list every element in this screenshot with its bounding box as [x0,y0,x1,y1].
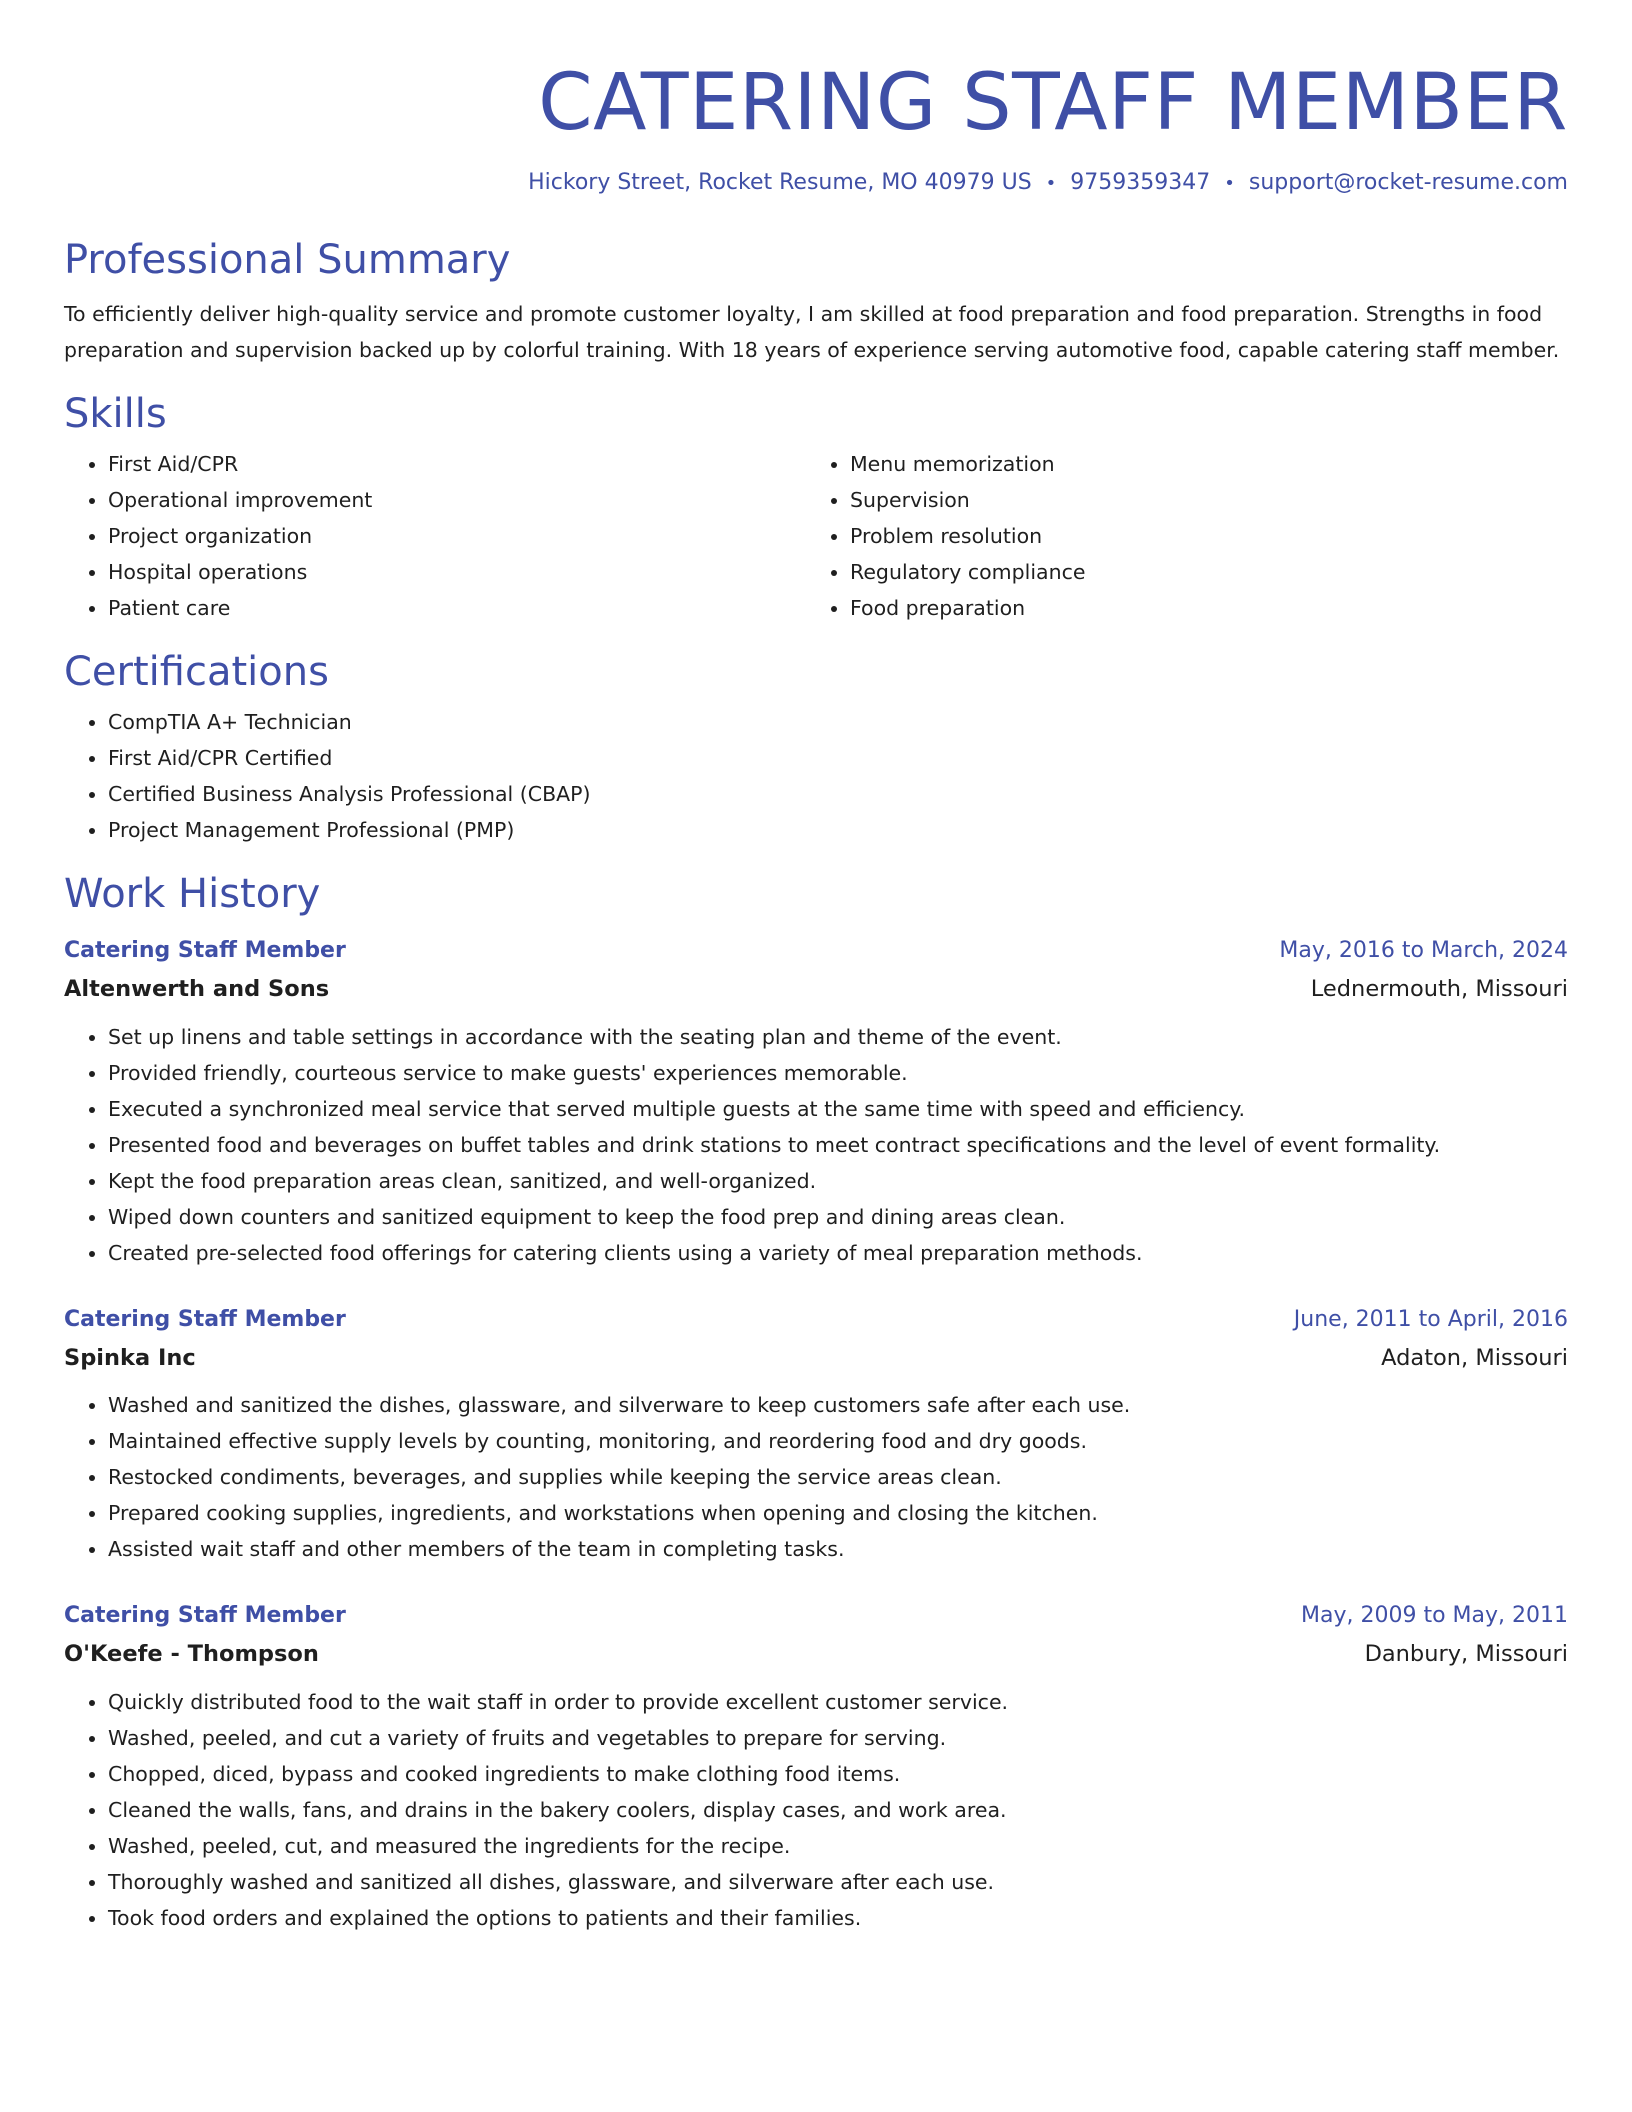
contact-address: Hickory Street, Rocket Resume, MO 40979 US [528,170,1032,195]
job-subheader [64,1344,1568,1371]
job-location: Danbury, Missouri [1364,1641,1568,1667]
summary-heading: Professional Summary [64,237,511,283]
contact-phone: 9759359347 [1070,170,1211,195]
work-history-heading: Work History [64,871,321,917]
job-duty-item: • Chopped, diced, bypass and cooked ingredients to make clothing food items. [108,1756,1568,1792]
job-entry [64,1306,1568,1568]
skill-item: • Patient care [108,590,806,626]
job-duty-item: • Assisted wait staff and other members of the team in completing tasks. [108,1531,1568,1567]
contact-email[interactable]: support@rocket-resume.com [1248,170,1568,195]
work-history [64,940,1568,1936]
job-title: Catering Staff Member [64,1306,346,1332]
skill-item: • Menu memorization [850,446,1548,482]
job-duty-item: • Created pre-selected food offerings for catering clients using a variety of meal preparation methods. [108,1235,1568,1271]
job-dates: June, 2011 to April, 2016 [1293,1306,1568,1332]
skill-item: • First Aid/CPR [108,446,806,482]
job-entry [64,940,1568,1271]
contact-line [64,172,1568,194]
skill-item: • Operational improvement [108,482,806,518]
job-duty-item: • Executed a synchronized meal service that served multiple guests at the same time with speed and efficiency. [108,1091,1568,1127]
job-duty-item: • Quickly distributed food to the wait staff in order to provide excellent customer service. [108,1684,1568,1720]
certification-item: • First Aid/CPR Certified [108,740,1568,776]
job-duty-item: • Presented food and beverages on buffet tables and drink stations to meet contract specifications and the level of event formality. [108,1127,1568,1163]
skills-heading: Skills [64,391,167,437]
job-duty-item: • Washed and sanitized the dishes, glassware, and silverware to keep customers safe after each use. [108,1387,1568,1423]
certification-item: • CompTIA A+ Technician [108,704,1568,740]
skill-item: • Project organization [108,518,806,554]
job-duty-item: • Provided friendly, courteous service to make guests' experiences memorable. [108,1055,1568,1091]
skill-item: • Problem resolution [850,518,1548,554]
job-employer: O'Keefe - Thompson [64,1641,319,1667]
certifications-heading: Certifications [64,649,329,695]
job-duty-item: • Prepared cooking supplies, ingredients, and workstations when opening and closing the kitchen. [108,1495,1568,1531]
skill-item: • Food preparation [850,590,1548,626]
contact-separator: • [1045,173,1057,194]
job-subheader [64,978,1568,1001]
job-dates: May, 2009 to May, 2011 [1301,1603,1568,1628]
job-duty-item: • Maintained effective supply levels by counting, monitoring, and reordering food and dry goods. [108,1423,1568,1459]
resume-name: CATERING STAFF MEMBER [538,58,1568,148]
job-employer: Altenwerth and Sons [64,976,330,1002]
job-location: Adaton, Missouri [1381,1344,1568,1371]
certifications-list [64,704,1568,848]
job-title: Catering Staff Member [64,1603,346,1628]
job-entry [64,1605,1568,1936]
job-duty-item: • Washed, peeled, and cut a variety of fruits and vegetables to prepare for serving. [108,1720,1568,1756]
job-duty-item: • Cleaned the walls, fans, and drains in the bakery coolers, display cases, and work area. [108,1792,1568,1828]
job-employer: Spinka Inc [64,1344,196,1371]
skills-grid [64,446,1568,626]
job-duty-item: • Kept the food preparation areas clean, sanitized, and well-organized. [108,1163,1568,1199]
job-duty-item: • Washed, peeled, cut, and measured the ingredients for the recipe. [108,1828,1568,1864]
skills-list-right [806,446,1548,626]
job-header [64,1306,1568,1332]
skill-item: • Supervision [850,482,1548,518]
skill-item: • Regulatory compliance [850,554,1548,590]
job-duty-item: • Set up linens and table settings in accordance with the seating plan and theme of the event. [108,1019,1568,1055]
job-duties-list [64,1684,1568,1936]
certification-item: • Certified Business Analysis Professional (CBAP) [108,776,1568,812]
job-duties-list [64,1019,1568,1271]
job-duty-item: • Thoroughly washed and sanitized all dishes, glassware, and silverware after each use. [108,1864,1568,1900]
skills-column-right [806,446,1548,626]
job-duties-list [64,1387,1568,1567]
skills-column-left [64,446,806,626]
contact-separator: • [1224,173,1235,194]
resume-page [64,0,1568,1936]
job-title: Catering Staff Member [64,938,346,963]
skill-item: • Hospital operations [108,554,806,590]
job-dates: May, 2016 to March, 2024 [1279,938,1568,963]
job-location: Lednermouth, Missouri [1310,976,1568,1002]
job-duty-item: • Wiped down counters and sanitized equipment to keep the food prep and dining areas clean. [108,1199,1568,1235]
job-header [64,940,1568,962]
summary-text: To efficiently deliver high-quality service and promote customer loyalty, I am skilled at food preparation and food preparation. Strengths in food preparation and supervision backed up by colorful training. With 18 years of experience serving automotive food, capable catering staff member. [64,302,1560,362]
certification-item: • Project Management Professional (PMP) [108,812,1568,848]
job-header [64,1605,1568,1627]
job-duty-item: • Restocked condiments, beverages, and supplies while keeping the service areas clean. [108,1459,1568,1495]
skills-list-left [64,446,806,626]
job-duty-item: • Took food orders and explained the options to patients and their families. [108,1900,1568,1936]
job-subheader [64,1643,1568,1666]
